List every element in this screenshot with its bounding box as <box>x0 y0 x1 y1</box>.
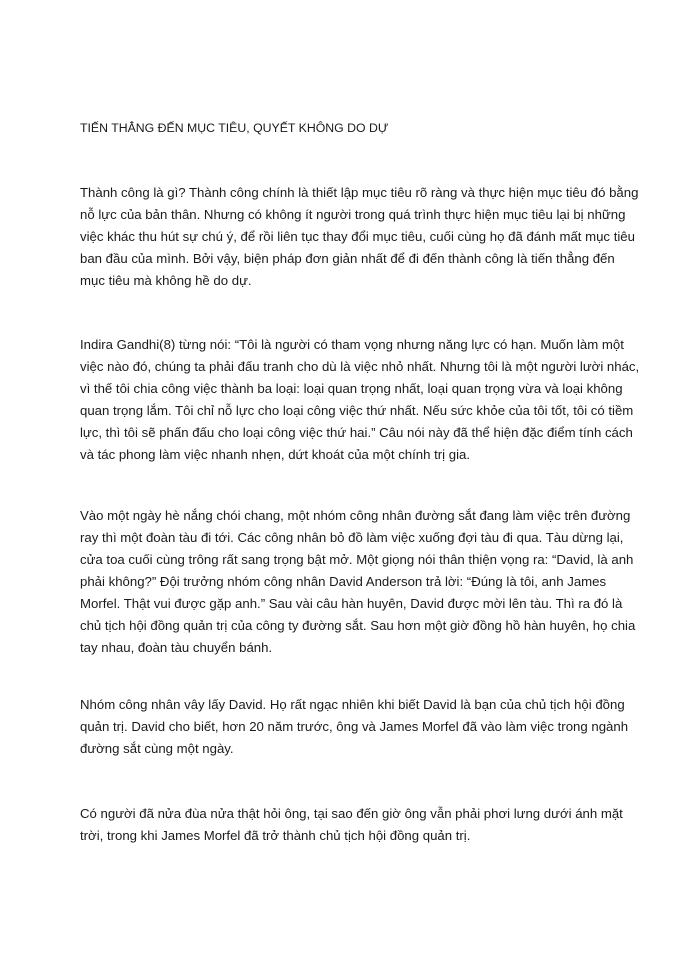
paragraph-railway-story: Vào một ngày hè nắng chói chang, một nhóm công nhân đường sắt đang làm việc trên đường ray thì một đoàn tàu đi tới. Các công nhân bỏ đồ làm việc xuống đợi tàu đi qua. Tàu dừng lại, cửa toa cuối cùng trông rất sang trọng bật mở. Một giọng nói thân thiện vọng ra: “David, là anh phải không?” Đội trưởng nhóm công nhân David Anderson trả lời: “Đúng là tôi, anh James Morfel. Thật vui được gặp anh.” Sau vài câu hàn huyên, David được mời lên tàu. Thì ra đó là chủ tịch hội đồng quản trị của công ty đường sắt. Sau hơn một giờ đồng hồ hàn huyên, họ chia tay nhau, đoàn tàu chuyển bánh. <box>80 508 636 655</box>
paragraph-workers-surprise: Nhóm công nhân vây lấy David. Họ rất ngạc nhiên khi biết David là bạn của chủ tịch hội đồng quản trị. David cho biết, hơn 20 năm trước, ông và James Morfel đã vào làm việc trong ngành đường sắt cùng một ngày. <box>80 697 629 756</box>
paragraph-indira-gandhi-quote: Indira Gandhi(8) từng nói: “Tôi là người có tham vọng nhưng năng lực có hạn. Muốn làm một việc nào đó, chúng ta phải đấu tranh cho dù là việc nhỏ nhất. Nhưng tôi là một người lười nhác, vì thế tôi chia công việc thành ba loại: loại quan trọng nhất, loại quan trọng vừa và loại không quan trọng lắm. Tôi chỉ nỗ lực cho loại công việc thứ nhất. Nếu sức khỏe của tôi tốt, tôi có tiềm lực, thì tôi sẽ phấn đấu cho loại công việc thứ hai.” Câu nói này đã thể hiện đặc điểm tính cách và tác phong làm việc nhanh nhẹn, dứt khoát của một chính trị gia. <box>80 337 640 462</box>
document-title: TIẾN THẲNG ĐẾN MỤC TIÊU, QUYẾT KHÔNG DO DỰ <box>80 121 389 135</box>
paragraph-question: Có người đã nửa đùa nửa thật hỏi ông, tại sao đến giờ ông vẫn phải phơi lưng dưới ánh mặt trời, trong khi James Morfel đã trở thành chủ tịch hội đồng quản trị. <box>80 806 623 843</box>
paragraph-definition-of-success: Thành công là gì? Thành công chính là thiết lập mục tiêu rõ ràng và thực hiện mục tiêu đó bằng nỗ lực của bản thân. Nhưng có không ít người trong quá trình thực hiện mục tiêu lại bị những việc khác thu hút sự chú ý, để rồi liên tục thay đổi mục tiêu, cuối cùng họ đã đánh mất mục tiêu ban đầu của mình. Bởi vậy, biện pháp đơn giản nhất để đi đến thành công là tiến thẳng đến mục tiêu mà không hề do dự. <box>80 185 639 288</box>
